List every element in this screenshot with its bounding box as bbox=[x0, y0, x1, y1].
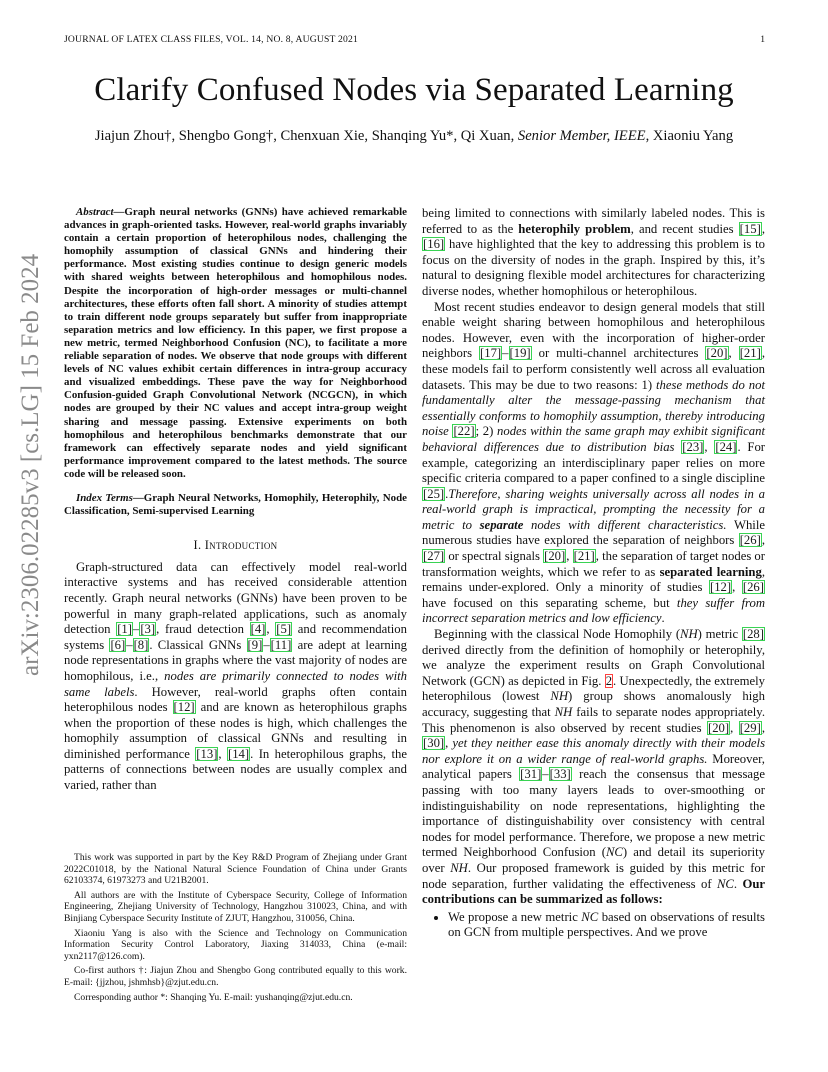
author-names: Jiajun Zhou†, Shengbo Gong†, Chenxuan Xie, Shanqing Yu*, Qi Xuan, bbox=[94, 128, 518, 144]
citation-link[interactable]: [14] bbox=[227, 746, 250, 761]
footnotes bbox=[64, 852, 407, 1006]
citation-link[interactable]: [15] bbox=[739, 221, 761, 236]
citation-link[interactable]: [20] bbox=[706, 346, 728, 361]
footnote-cofirst: Co-first authors †: Jiajun Zhou and Shengbo Gong contributed equally to this work. E-mail: {jjzhou, jshmhsb}@zjut.edu.cn. bbox=[64, 965, 407, 988]
citation-link[interactable]: [12] bbox=[709, 580, 732, 595]
intro-paragraph-3: Beginning with the classical Node Homophily (NH) metric [28] derived directly from the definition of homophily or heterophily, we analyze the experiment results on Graph Convolutional Network (GCN) as depicted in Fig. 2. Unexpectedly, the extremely heterophilous (lowest NH) group shows anomalously high accuracy, suggesting that NH fails to separate nodes appropriately. This phenomenon is also observed by recent studies [20], [29], [30], yet they neither ease this anomaly directly with their models nor explore it on a wider range of real-world graphs. Moreover, analytical papers [31]–[33] reach the consensus that message passing with too many layers leads to over-smoothing or indistinguishability on node representations, highlighting the importance of distinguishability over consistency with central nodes for model performance. Therefore, we propose a new metric termed Neighborhood Confusion (NC) and detail its superiority over NH. Our proposed framework is guided by this metric for node separation, further validating the effectiveness of NC. Our contributions can be summarized as follows: bbox=[422, 627, 766, 907]
citation-link[interactable]: [27] bbox=[423, 549, 445, 564]
intro-paragraph-2: Most recent studies endeavor to design general models that still enable weight sharing between homophilous and heterophilous nodes. However, even with the incorporation of higher-order neighbors [17]–[19] or multi-channel architectures [20], [21], these models fail to perform consistently well across all evaluation datasets. This may be due to two reasons: 1) these methods do not fundamentally alter the message-passing mechanism that essentially conforms to homophily assumption, thereby introducing noise [22]; 2) nodes within the same graph may exhibit significant behavioral differences due to distribution bias [23], [24]. For example, categorizing an interdisciplinary paper relies on more specific criteria compared to a paper confined to a single discipline [25].Therefore, sharing weights universally across all nodes in a real-world graph is impractical, prompting the necessity for a metric to separate nodes with different characteristics. While numerous studies have explored the separation of neighbors [26], [27] or spectral signals [20], [21], the separation of target nodes or transformation weights, which we refer to as separated learning, remains under-explored. Only a minority of studies [12], [26] have focused on this separating scheme, but they suffer from incorrect separation metrics and low efficiency. bbox=[422, 299, 766, 626]
index-terms bbox=[64, 492, 407, 518]
citation-link[interactable]: [17] bbox=[480, 346, 502, 361]
citation-link[interactable]: [25] bbox=[423, 486, 445, 501]
figure-ref-link[interactable]: 2 bbox=[605, 673, 613, 688]
citation-link[interactable]: [21] bbox=[573, 549, 595, 564]
citation-link[interactable]: [24] bbox=[715, 439, 737, 454]
author-role: Senior Member, IEEE bbox=[517, 128, 646, 144]
citation-link[interactable]: [29] bbox=[739, 720, 761, 735]
abstract-text: —Graph neural networks (GNNs) have achieved remarkable advances in graph-oriented tasks. However, real-world graphs invariably contain a certain proportion of heterophilous nodes, challenging the homophily assumption of classical GNNs and hindering their performance. Most existing studies continue to design generic models with shared weights between heterophilous and homophilous nodes. Despite the incorporation of high-order messages or multi-channel architectures, these efforts often fall short. A minority of studies attempt to train different node groups separately but suffer from inappropriate separation metrics and low efficiency. In this paper, we first propose a new metric, termed Neighborhood Confusion (NC), to facilitate a more reliable separation of nodes. We observe that node groups with different levels of NC values exhibit certain differences in intra-group accuracy and visualized embeddings. These pave the way for Neighborhood Confusion-guided Graph Convolutional Network (NCGCN), in which nodes are grouped by their NC values and accept intra-group weight sharing and message passing. Extensive experiments on both homophilous and heterophilous benchmarks demonstrate that our framework can effectively separate nodes and yield significant performance improvement compared to the latest methods. The source code will be released soon. bbox=[64, 206, 407, 480]
citation-link[interactable]: [19] bbox=[509, 346, 531, 361]
abstract-lead: Abstract bbox=[76, 206, 114, 218]
citation-link[interactable]: [9] bbox=[247, 637, 263, 652]
citation-link[interactable]: [6] bbox=[110, 637, 126, 652]
citation-link[interactable]: [3] bbox=[140, 622, 156, 637]
citation-link[interactable]: [26] bbox=[742, 580, 764, 595]
citation-link[interactable]: [4] bbox=[250, 622, 266, 637]
paper-title: Clarify Confused Nodes via Separated Learning bbox=[94, 72, 734, 108]
citation-link[interactable]: [23] bbox=[682, 439, 704, 454]
citation-link[interactable]: [11] bbox=[270, 637, 292, 652]
citation-link[interactable]: [20] bbox=[707, 720, 730, 735]
footnote-affiliation: All authors are with the Institute of Cyberspace Security, College of Information Engineering, Zhejiang University of Technology, Hangzhou 310023, China, and with Binjiang Cyberspace Security Institute of ZJUT, Hangzhou, 310056, China. bbox=[64, 889, 407, 924]
right-column bbox=[422, 206, 765, 941]
footnote-corresponding: Corresponding author *: Shanqing Yu. E-mail: yushanqing@zjut.edu.cn. bbox=[74, 991, 353, 1003]
left-column bbox=[64, 206, 407, 794]
arxiv-stamp[interactable]: arXiv:2306.02285v3 [cs.LG] 15 Feb 2024 bbox=[17, 253, 44, 676]
list-item: • We propose a new metric NC based on observations of results on GCN from multiple perspectives. And we prove bbox=[448, 910, 765, 941]
citation-link[interactable]: [31] bbox=[520, 767, 542, 782]
citation-link[interactable]: [30] bbox=[423, 736, 445, 751]
index-terms-lead: Index Terms bbox=[76, 491, 133, 504]
author-list bbox=[0, 128, 828, 145]
citation-link[interactable]: [13] bbox=[196, 746, 218, 761]
footnote-affiliation-2: Xiaoniu Yang is also with the Science and Technology on Communication Information Security Control Laboratory, Jiaxing 314033, China (e-mail: yxn2117@126.com). bbox=[64, 927, 407, 962]
citation-link[interactable]: [1] bbox=[117, 622, 132, 637]
section-title: Introduction bbox=[204, 538, 278, 553]
citation-link[interactable]: [8] bbox=[133, 637, 149, 652]
citation-link[interactable]: [5] bbox=[276, 622, 292, 637]
citation-link[interactable]: [26] bbox=[739, 533, 761, 548]
page-number: 1 bbox=[760, 34, 765, 45]
intro-paragraph-1: Graph-structured data can effectively model real-world interactive systems and has received considerable attention recently. Graph neural networks (GNNs) have been proven to be powerful in many graph-related applications, such as anomaly detection [1]–[3], fraud detection [4], [5] and recommendation systems [6]–[8]. Classical GNNs [9]–[11] are adept at learning node representations in graphs where the vast majority of nodes are homophilous, i.e., nodes are primarily connected to nodes with same labels. However, real-world graphs often contain heterophilous nodes [12] and are known as heterophilous graphs when the proportion of these nodes is high, which challenges the homophily assumption of classical GNNs and resulting in diminished performance [13], [14]. In heterophilous graphs, the patterns of connections between nodes are usually complex and varied, rather than bbox=[64, 559, 407, 793]
contribution-list bbox=[422, 910, 765, 941]
citation-link[interactable]: [16] bbox=[423, 237, 445, 252]
citation-link[interactable]: [22] bbox=[453, 424, 475, 439]
index-terms-text: —Graph Neural Networks, Homophily, Heterophily, Node Classification, Semi-supervised Learning bbox=[64, 491, 407, 518]
citation-link[interactable]: [12] bbox=[173, 700, 195, 715]
citation-link[interactable]: [21] bbox=[739, 346, 761, 361]
section-heading bbox=[64, 538, 407, 554]
abstract bbox=[64, 206, 407, 481]
author-tail: , Xiaoniu Yang bbox=[645, 128, 734, 144]
footnote-funding: This work was supported in part by the Key R&D Program of Zhejiang under Grant 2022C01018, by the National Natural Science Foundation of China under Grants 62103374, 61973273 and U21B2001. bbox=[64, 852, 407, 887]
citation-link[interactable]: [28] bbox=[742, 627, 764, 642]
section-number: I. bbox=[193, 538, 205, 553]
intro-paragraph-cont: being limited to connections with similarly labeled nodes. This is referred to as the heterophily problem, and recent studies [15], [16] have highlighted that the key to addressing this problem is to focus on the diversity of nodes in the graph. Inspired by this, it’s natural to designing flexible model architectures for characterizing diverse nodes, whether homophilous or heterophilous. bbox=[422, 206, 765, 298]
citation-link[interactable]: [33] bbox=[549, 767, 571, 782]
citation-link[interactable]: [20] bbox=[544, 549, 566, 564]
running-head: JOURNAL OF LATEX CLASS FILES, VOL. 14, NO. 8, AUGUST 2021 bbox=[64, 34, 358, 45]
